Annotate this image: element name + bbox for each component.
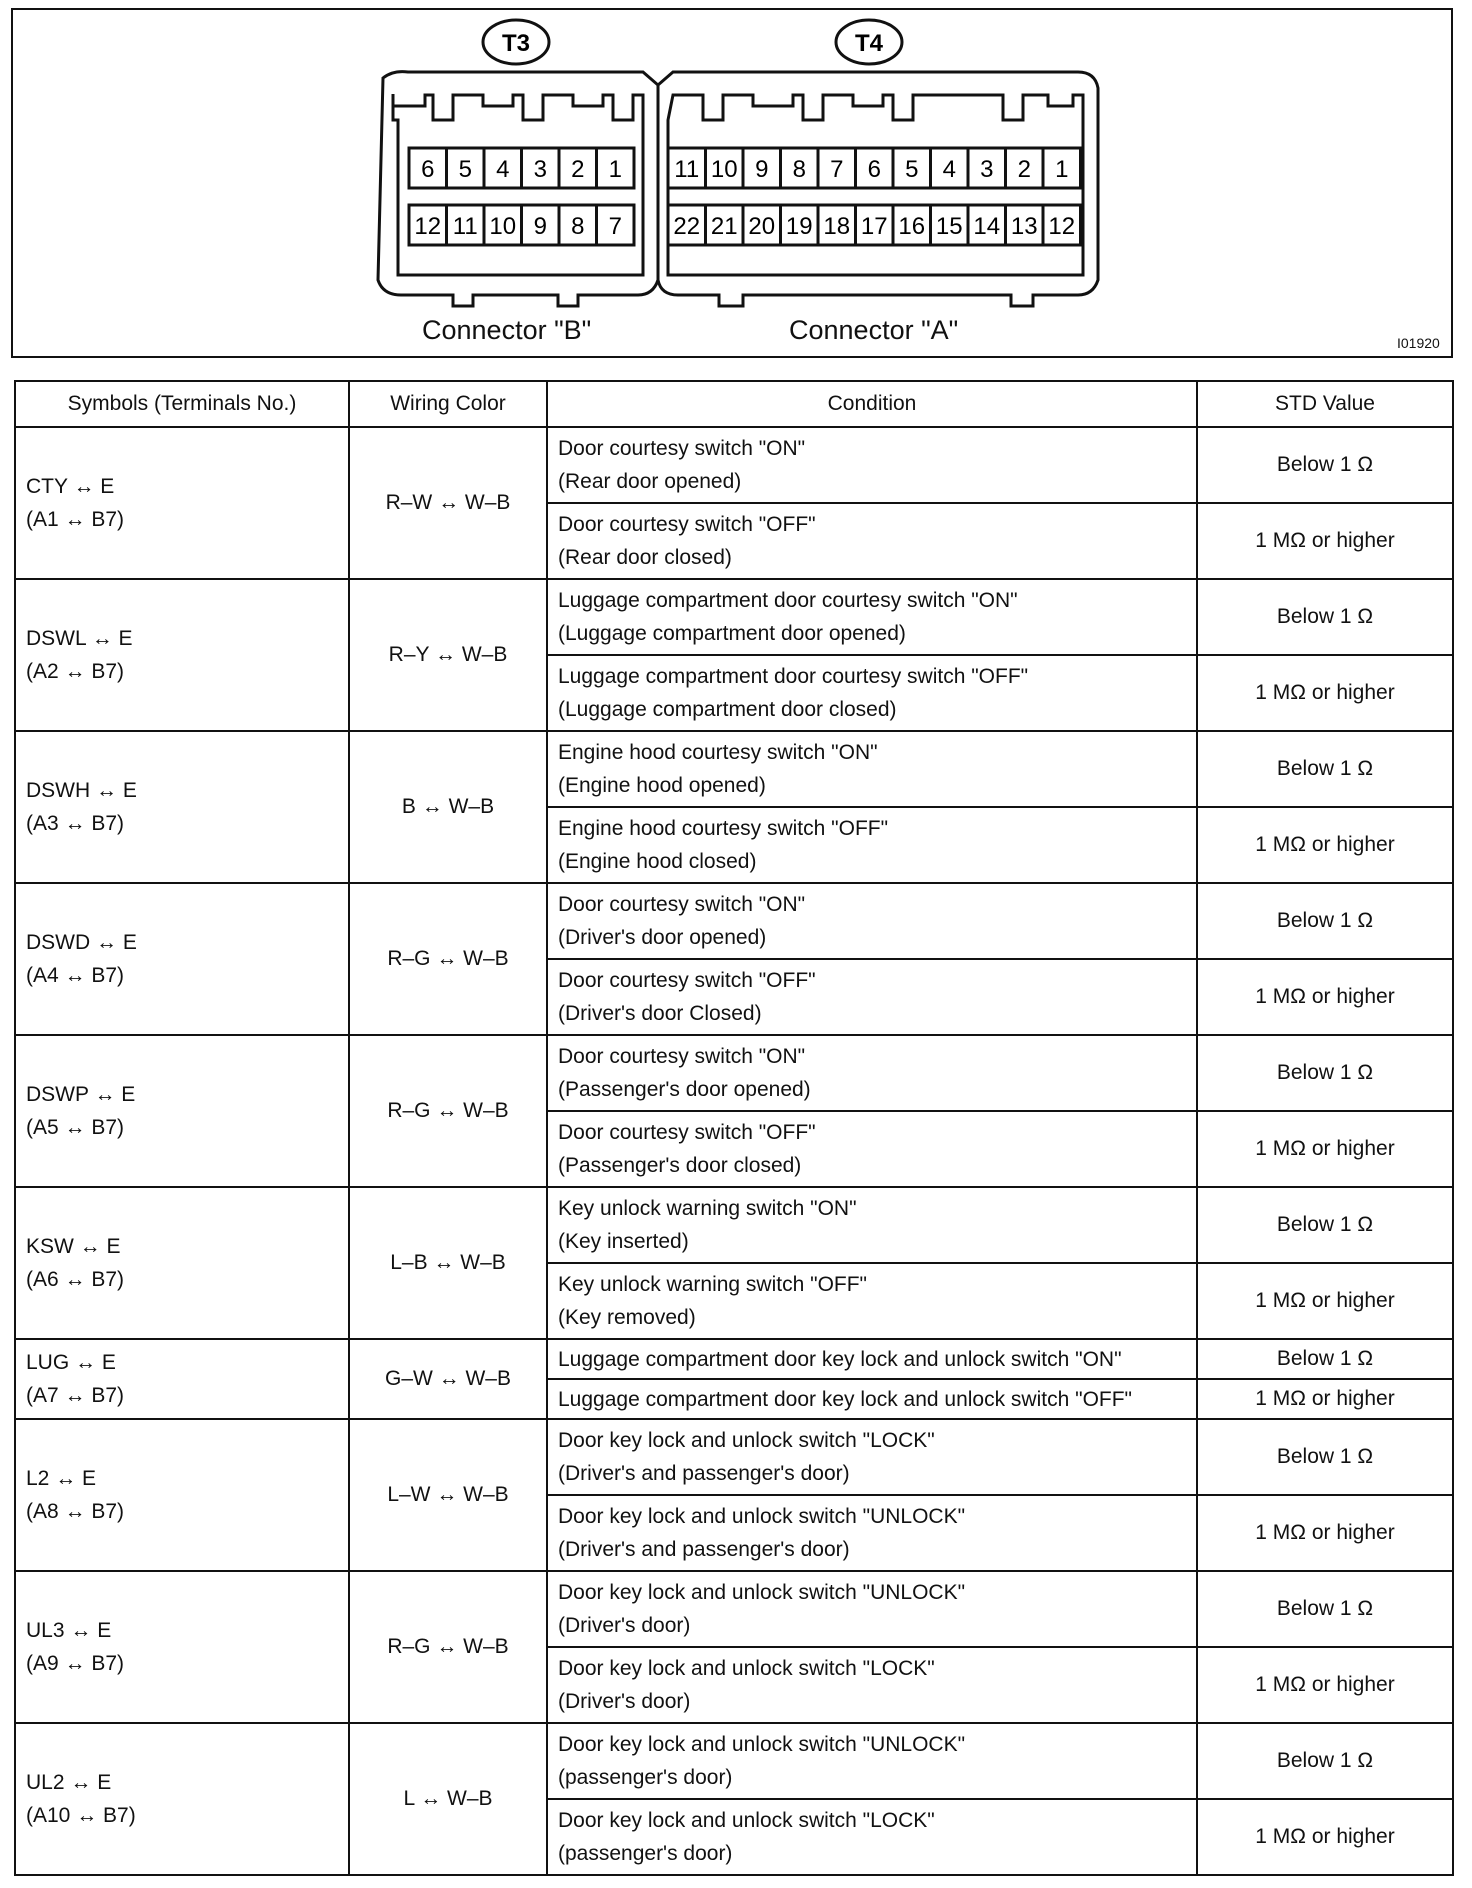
condition-cell: [547, 579, 1197, 655]
connector-a-pin-number: 18: [823, 213, 851, 240]
condition-text: Door key lock and unlock switch "UNLOCK": [558, 1733, 966, 1756]
std-value-cell: 1 MΩ or higher: [1197, 655, 1453, 731]
connector-diagram: [11, 8, 1453, 358]
figure-id: I01920: [1397, 335, 1440, 351]
condition-text: Door courtesy switch "ON": [558, 437, 806, 460]
symbol-cell: [15, 883, 349, 1035]
symbol-text: UL2 ↔ E: [26, 1771, 112, 1794]
connector-a-pin-number: 6: [867, 156, 881, 183]
std-value-cell: 1 MΩ or higher: [1197, 1263, 1453, 1339]
connector-a-pin-number: 17: [860, 213, 888, 240]
symbol-cell: [15, 1723, 349, 1875]
condition-cell: [547, 1799, 1197, 1875]
condition-detail: (Key inserted): [558, 1230, 689, 1253]
symbol-cell: [15, 1035, 349, 1187]
connector-a-pin-number: 16: [898, 213, 926, 240]
table-row: [15, 1187, 1453, 1263]
condition-detail: (Driver's door Closed): [558, 1002, 762, 1025]
table-row: [15, 1339, 1453, 1379]
std-value-cell: 1 MΩ or higher: [1197, 1379, 1453, 1419]
wiring-color-cell: R–Y ↔ W–B: [349, 579, 547, 731]
connector-a-pin-number: 11: [674, 156, 700, 183]
condition-cell: [547, 503, 1197, 579]
connector-a-pin-number: 19: [785, 213, 813, 240]
connector-a-pin-number: 3: [980, 156, 994, 183]
symbol-cell: [15, 1187, 349, 1339]
condition-detail: (Passenger's door opened): [558, 1078, 811, 1101]
condition-cell: [547, 1035, 1197, 1111]
table-row: [15, 427, 1453, 503]
condition-detail: (Engine hood closed): [558, 850, 757, 873]
wiring-color-cell: R–G ↔ W–B: [349, 1571, 547, 1723]
table-row: [15, 1419, 1453, 1495]
condition-detail: (Driver's and passenger's door): [558, 1538, 850, 1561]
condition-text: Door key lock and unlock switch "UNLOCK": [558, 1581, 966, 1604]
condition-text: Luggage compartment door courtesy switch "ON": [558, 589, 1018, 612]
connector-a-pin-number: 20: [748, 213, 776, 240]
connector-b-pin-number: 11: [452, 213, 478, 240]
terminal-numbers: (A3 ↔ B7): [26, 812, 125, 835]
connector-b-pin-number: 5: [458, 156, 472, 183]
connector-b-pin-number: 6: [421, 156, 435, 183]
std-value-cell: Below 1 Ω: [1197, 1571, 1453, 1647]
condition-detail: (Luggage compartment door opened): [558, 622, 906, 645]
symbol-text: LUG ↔ E: [26, 1351, 116, 1374]
terminal-numbers: (A6 ↔ B7): [26, 1268, 125, 1291]
connector-a-pin-number: 22: [673, 213, 701, 240]
condition-detail: (Rear door opened): [558, 470, 742, 493]
wiring-color-cell: R–W ↔ W–B: [349, 427, 547, 579]
condition-text: Door courtesy switch "OFF": [558, 1121, 816, 1144]
condition-text: Luggage compartment door courtesy switch "OFF": [558, 665, 1029, 688]
inspection-table: [14, 380, 1454, 1876]
condition-cell: [547, 1571, 1197, 1647]
condition-cell: [547, 959, 1197, 1035]
condition-detail: (Engine hood opened): [558, 774, 766, 797]
connector-a-pin-row-bottom: [668, 205, 1081, 245]
symbol-cell: [15, 427, 349, 579]
table-row: [15, 579, 1453, 655]
condition-cell: [547, 807, 1197, 883]
connector-a-tag: T4: [854, 30, 884, 57]
symbol-text: DSWP ↔ E: [26, 1083, 136, 1106]
condition-cell: [547, 1111, 1197, 1187]
symbol-text: DSWL ↔ E: [26, 627, 133, 650]
header-condition: Condition: [547, 381, 1197, 427]
connector-b-pin-number: 9: [533, 213, 547, 240]
connector-a-pin-number: 7: [830, 156, 844, 183]
condition-detail: (Driver's and passenger's door): [558, 1462, 850, 1485]
wiring-color-cell: R–G ↔ W–B: [349, 1035, 547, 1187]
connector-a-pin-number: 8: [792, 156, 806, 183]
condition-cell: [547, 1723, 1197, 1799]
terminal-numbers: (A4 ↔ B7): [26, 964, 125, 987]
table-row: [15, 883, 1453, 959]
condition-text: Engine hood courtesy switch "OFF": [558, 817, 889, 840]
condition-cell: [547, 1263, 1197, 1339]
condition-text: Key unlock warning switch "ON": [558, 1197, 857, 1220]
connector-b-pin-number: 4: [496, 156, 510, 183]
std-value-cell: Below 1 Ω: [1197, 1035, 1453, 1111]
connector-drawing: [13, 10, 1453, 358]
std-value-cell: Below 1 Ω: [1197, 1723, 1453, 1799]
connector-b-pin-number: 2: [571, 156, 585, 183]
symbol-text: UL3 ↔ E: [26, 1619, 112, 1642]
terminal-numbers: (A1 ↔ B7): [26, 508, 125, 531]
terminal-numbers: (A7 ↔ B7): [26, 1384, 125, 1407]
condition-detail: (passenger's door): [558, 1842, 733, 1865]
condition-text: Door courtesy switch "OFF": [558, 969, 816, 992]
std-value-cell: 1 MΩ or higher: [1197, 807, 1453, 883]
condition-cell: [547, 731, 1197, 807]
connector-a-pin-number: 13: [1010, 213, 1038, 240]
condition-text: Door courtesy switch "ON": [558, 1045, 806, 1068]
connector-a-pin-number: 12: [1048, 213, 1076, 240]
symbol-text: L2 ↔ E: [26, 1467, 97, 1490]
connector-b-pin-number: 8: [571, 213, 585, 240]
std-value-cell: Below 1 Ω: [1197, 579, 1453, 655]
connector-b-pin-number: 10: [489, 213, 517, 240]
condition-text: Door courtesy switch "ON": [558, 893, 806, 916]
condition-text: Key unlock warning switch "OFF": [558, 1273, 868, 1296]
connector-a-pin-row-top: [668, 148, 1081, 188]
std-value-cell: Below 1 Ω: [1197, 1339, 1453, 1379]
std-value-cell: 1 MΩ or higher: [1197, 959, 1453, 1035]
std-value-cell: Below 1 Ω: [1197, 427, 1453, 503]
condition-text: Door courtesy switch "OFF": [558, 513, 816, 536]
terminal-numbers: (A10 ↔ B7): [26, 1804, 136, 1827]
condition-text: Door key lock and unlock switch "LOCK": [558, 1657, 935, 1680]
connector-a-pin-number: 1: [1055, 156, 1069, 183]
condition-cell: [547, 883, 1197, 959]
terminal-numbers: (A8 ↔ B7): [26, 1500, 125, 1523]
std-value-cell: 1 MΩ or higher: [1197, 1799, 1453, 1875]
wiring-color-cell: G–W ↔ W–B: [349, 1339, 547, 1419]
std-value-cell: Below 1 Ω: [1197, 1187, 1453, 1263]
terminal-numbers: (A9 ↔ B7): [26, 1652, 125, 1675]
connector-b-pin-number: 1: [608, 156, 622, 183]
connector-a-pin-number: 14: [973, 213, 1001, 240]
connector-a-pin-number: 15: [935, 213, 963, 240]
table-row: [15, 731, 1453, 807]
condition-text: Engine hood courtesy switch "ON": [558, 741, 878, 764]
symbol-text: CTY ↔ E: [26, 475, 115, 498]
connector-a-pin-number: 21: [710, 213, 738, 240]
condition-text: Luggage compartment door key lock and unlock switch "ON": [558, 1347, 1122, 1371]
table-row: [15, 1723, 1453, 1799]
connector-b-pin-row-top: [409, 148, 634, 188]
table-header-row: [15, 381, 1453, 427]
condition-text: Door key lock and unlock switch "LOCK": [558, 1429, 935, 1452]
std-value-cell: Below 1 Ω: [1197, 883, 1453, 959]
symbol-cell: [15, 1571, 349, 1723]
condition-text: Luggage compartment door key lock and unlock switch "OFF": [558, 1387, 1133, 1411]
std-value-cell: 1 MΩ or higher: [1197, 1647, 1453, 1723]
std-value-cell: Below 1 Ω: [1197, 1419, 1453, 1495]
terminal-numbers: (A2 ↔ B7): [26, 660, 125, 683]
symbol-text: KSW ↔ E: [26, 1235, 121, 1258]
wiring-color-cell: L ↔ W–B: [349, 1723, 547, 1875]
condition-detail: (Luggage compartment door closed): [558, 698, 897, 721]
header-wiring-color: Wiring Color: [349, 381, 547, 427]
condition-cell: [547, 1419, 1197, 1495]
connector-a-pin-number: 9: [755, 156, 769, 183]
condition-text: Door key lock and unlock switch "UNLOCK": [558, 1505, 966, 1528]
connector-b-pin-number: 3: [533, 156, 547, 183]
table-body: [15, 427, 1453, 1875]
symbol-cell: [15, 579, 349, 731]
connector-a-pin-number: 4: [942, 156, 956, 183]
condition-cell: [547, 1647, 1197, 1723]
table-row: [15, 1571, 1453, 1647]
symbol-text: DSWD ↔ E: [26, 931, 137, 954]
condition-cell: [547, 427, 1197, 503]
std-value-cell: 1 MΩ or higher: [1197, 503, 1453, 579]
symbol-text: DSWH ↔ E: [26, 779, 137, 802]
condition-detail: (Driver's door): [558, 1690, 691, 1713]
connector-b-pin-number: 7: [608, 213, 622, 240]
connector-b-tag: T3: [501, 30, 531, 57]
wiring-color-cell: R–G ↔ W–B: [349, 883, 547, 1035]
condition-cell: [547, 1187, 1197, 1263]
symbol-cell: [15, 1339, 349, 1419]
header-symbols: Symbols (Terminals No.): [15, 381, 349, 427]
terminal-numbers: (A5 ↔ B7): [26, 1116, 125, 1139]
condition-detail: (passenger's door): [558, 1766, 733, 1789]
condition-cell: [547, 1379, 1197, 1419]
symbol-cell: [15, 1419, 349, 1571]
connector-b-pin-row-bottom: [409, 205, 634, 245]
connector-a-pin-number: 2: [1017, 156, 1031, 183]
condition-cell: [547, 1339, 1197, 1379]
wiring-color-cell: B ↔ W–B: [349, 731, 547, 883]
std-value-cell: Below 1 Ω: [1197, 731, 1453, 807]
table-row: [15, 1035, 1453, 1111]
condition-detail: (Key removed): [558, 1306, 696, 1329]
connector-b-label: Connector "B": [422, 315, 592, 345]
condition-cell: [547, 655, 1197, 731]
std-value-cell: 1 MΩ or higher: [1197, 1111, 1453, 1187]
condition-detail: (Driver's door opened): [558, 926, 767, 949]
wiring-color-cell: L–B ↔ W–B: [349, 1187, 547, 1339]
header-std-value: STD Value: [1197, 381, 1453, 427]
condition-detail: (Driver's door): [558, 1614, 691, 1637]
condition-detail: (Rear door closed): [558, 546, 732, 569]
std-value-cell: 1 MΩ or higher: [1197, 1495, 1453, 1571]
connector-a-pin-number: 10: [710, 156, 738, 183]
connector-b-pin-number: 12: [414, 213, 442, 240]
connector-a-pin-number: 5: [905, 156, 919, 183]
wiring-color-cell: L–W ↔ W–B: [349, 1419, 547, 1571]
condition-detail: (Passenger's door closed): [558, 1154, 802, 1177]
connector-a-label: Connector "A": [789, 315, 959, 345]
condition-cell: [547, 1495, 1197, 1571]
condition-text: Door key lock and unlock switch "LOCK": [558, 1809, 935, 1832]
symbol-cell: [15, 731, 349, 883]
